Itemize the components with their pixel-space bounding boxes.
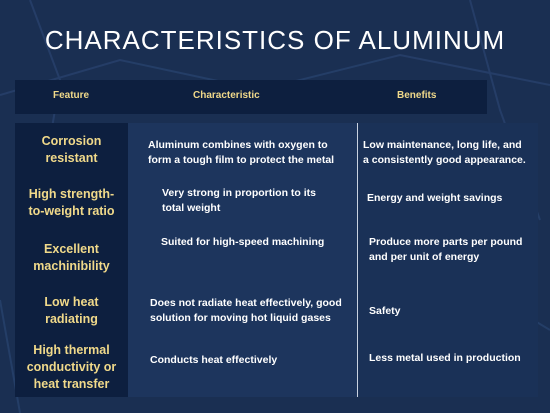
- characteristic-cell: [162, 186, 316, 216]
- benefit-cell: [363, 138, 526, 168]
- characteristic-line: total weight: [162, 202, 221, 214]
- feature-line: High thermal: [33, 343, 110, 357]
- benefit-line: Low maintenance, long life, and: [363, 139, 522, 151]
- characteristic-cell: [150, 353, 277, 368]
- feature-cell: [15, 294, 128, 328]
- benefit-cell: [369, 304, 401, 319]
- characteristic-line: Conducts heat effectively: [150, 354, 278, 366]
- benefit-cell: [369, 235, 522, 265]
- feature-line: radiating: [45, 312, 98, 326]
- feature-line: Low heat: [44, 295, 99, 309]
- characteristic-cell: [148, 138, 334, 168]
- header-characteristic: Characteristic: [193, 90, 260, 101]
- benefit-line: Safety: [369, 305, 401, 317]
- characteristic-line: Does not radiate heat effectively, good: [150, 297, 342, 309]
- characteristic-line: Very strong in proportion to its: [162, 187, 317, 199]
- feature-line: heat transfer: [33, 377, 110, 391]
- characteristic-cell: [161, 235, 324, 250]
- benefit-line: and per unit of energy: [369, 251, 480, 263]
- feature-line: conductivity or: [26, 360, 117, 374]
- feature-line: machinibility: [33, 259, 110, 273]
- feature-line: resistant: [45, 151, 98, 165]
- benefit-cell: [369, 351, 521, 366]
- benefit-cell: [367, 191, 502, 206]
- feature-cell: [15, 186, 128, 220]
- header-feature: Feature: [53, 90, 90, 101]
- characteristic-line: solution for moving hot liquid gases: [150, 312, 331, 324]
- feature-line: Excellent: [44, 242, 99, 256]
- feature-line: High strength-: [28, 187, 115, 201]
- feature-cell: [15, 342, 128, 393]
- slide-title: CHARACTERISTICS OF ALUMINUM: [44, 25, 506, 55]
- characteristic-line: Aluminum combines with oxygen to: [148, 139, 328, 151]
- characteristic-line: form a tough film to protect the metal: [148, 154, 335, 166]
- characteristic-cell: [150, 296, 342, 326]
- feature-cell: [15, 133, 128, 167]
- feature-line: to-weight ratio: [28, 204, 115, 218]
- benefit-line: a consistently good appearance.: [363, 154, 526, 166]
- benefit-line: Produce more parts per pound: [369, 236, 523, 248]
- header-benefits: Benefits: [397, 90, 437, 101]
- benefit-line: Energy and weight savings: [367, 192, 503, 204]
- benefit-line: Less metal used in production: [369, 352, 521, 364]
- characteristic-line: Suited for high-speed machining: [161, 236, 325, 248]
- feature-line: Corrosion: [41, 134, 102, 148]
- feature-cell: [15, 241, 128, 275]
